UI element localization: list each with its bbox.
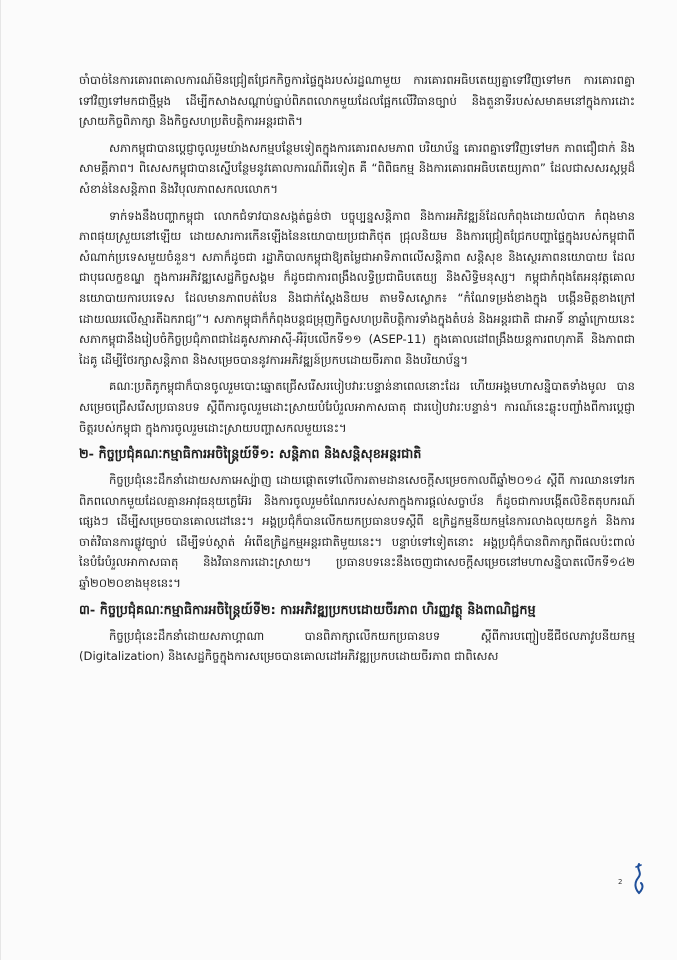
page-number: 2 (618, 878, 623, 886)
paragraph-4: គណៈប្រតិភូកម្ពុជាក៏បានចូលរួមបោះឆ្នោតជ្រើសរើសរបៀបវារៈបន្ទាន់នាពេលនោះដែរ ហើយអង្គមហាសន្និបាតទាំងមូល បានសម្រេចជ្រើសរើសប្រធានបទ ស្តីពីការចូលរួមដោះស្រាយបំរែបំរួលអាកាសធាតុ ជារបៀបវារៈបន្ទាន់។ ការណ៍នេះឆ្លុះបញ្ចាំងពីការប្តេជ្ញាចិត្តរបស់កម្ពុជា ក្នុងការចូលរួមដោះស្រាយបញ្ហាសកលមួយនេះ។ (79, 379, 635, 435)
paragraph-2: សភាកម្ពុជាបានប្តេជ្ញាចូលរួមយ៉ាងសកម្មបន្ថែមទៀតក្នុងការគោរពសមភាព បរិយាប័ន្ន គោរពគ្នាទៅវិញទៅមក ភាពជឿជាក់ និងសាមគ្គីភាព។ ពិសេសកម្ពុជាបានស្នើបន្ថែមនូវគោលការណ៍ពីរទៀត គឺ “ពិពិធកម្ម និងការគោរពអធិបតេយ្យភាព” ដែលជាសសរស្តម្ភដ៏សំខាន់នៃសន្តិភាព និងវិបុលភាពសកលលោក។ (79, 140, 635, 196)
handwritten-initial-icon (625, 862, 649, 896)
paragraph-1: ចាំបាច់នៃការគោរពគោលការណ៍មិនជ្រៀតជ្រែកកិច្ចការផ្ទៃក្នុងរបស់រដ្ឋណាមួយ ការគោរពអធិបតេយ្យគ្នាទៅវិញទៅមក ការគោរពគ្នាទៅវិញទៅមកជាថ្មីម្តង ដើម្បីកសាងសណ្តាប់ធ្នាប់ពិភពលោកមួយដែលផ្អែកលើវិធានច្បាប់ និងតួនាទីរបស់សមាគមនៅក្នុងការដោះស្រាយកិច្ចពិភាក្សា និងកិច្ចសហប្រតិបត្តិការអន្តរជាតិ។ (79, 73, 635, 129)
section-2-heading: ២- កិច្ចប្រជុំគណៈកម្មាធិការអចិន្ត្រៃយ៍ទី១: សន្តិភាព និងសន្តិសុខអន្តរជាតិ (79, 447, 422, 463)
section-3-heading: ៣- កិច្ចប្រជុំគណៈកម្មាធិការអចិន្ត្រៃយ៍ទី២: ការអភិវឌ្ឍប្រកបដោយចីរភាព ហិរញ្ញវត្ថុ និងពាណិជ្ជកម្ម (79, 602, 536, 618)
page-content (79, 70, 635, 880)
section-3-paragraph: កិច្ចប្រជុំនេះដឹកនាំដោយសភាហ្គាណា បានពិភាក្សាលើកយកប្រធានបទ ស្តីពីការបញ្ជៀបឌីជីថលភាវូបនីយកម្ម (Digitalization) និងសេដ្ឋកិច្ចក្នុងការសម្រេចបានគោលដៅអភិវឌ្ឍប្រកបដោយចីរភាព ជាពិសេស (79, 628, 635, 664)
paragraph-3: ទាក់ទងនឹងបញ្ហាកម្ពុជា លោកជំទាវបានសង្កត់ធ្ងន់ថា បច្ចុប្បន្នសន្តិភាព និងការអភិវឌ្ឍន៍ដែលកំពុងដោយលំបាក កំពុងមានភាពផុយស្រួយនៅឡើយ ដោយសារការកើនឡើងនៃនយោបាយប្រជាភិថុត ជ្រុលនិយម និងការជ្រៀតជ្រែកបញ្ហាផ្ទៃក្នុងរបស់កម្ពុជាពីសំណាក់ប្រទេសមួយចំនួន។ សភាក៏ដូចជា រដ្ឋាភិបាលកម្ពុជាឱ្យតម្លៃជាអាទិភាពលើសន្តិភាព សន្តិសុខ និងស្ថេរភាពនយោបាយ ដែលជាបុរេលក្ខខណ្ឌ ក្នុងការអភិវឌ្ឍសេដ្ឋកិច្ចសង្គម ក៏ដូចជាការពង្រឹងលទ្ធិប្រជាធិបតេយ្យ និងសិទ្ធិមនុស្ស។ កម្ពុជាកំពុងតែអនុវត្តគោលនយោបាយការបរទេស ដែលមានភាពបត់បែន និងជាក់ស្តែងនិយម តាមទិសស្លោក៖ “កំណែទម្រង់ខាងក្នុង បង្កើនមិត្តខាងក្រៅដោយឈរលើស្មារតីឯករាជ្យ”។ សភាកម្ពុជាក៏កំពុងបន្តជម្រុញកិច្ចសហប្រតិបត្តិការទាំងក្នុងតំបន់ និងអន្តរជាតិ ជាអាទិ៍ នាឆ្នាំក្រោយនេះ សភាកម្ពុជានឹងរៀបចំកិច្ចប្រជុំភាពជាដៃគូសភាអាស៊ី-អឺរ៉ុបលើកទី១១ (ASEP-11) ក្នុងគោលដៅពង្រឹងយន្តការពហុភាគី និងភាពជាដៃគូ ដើម្បីថែរក្សាសន្តិភាព និងសម្រេចបាននូវការអភិវឌ្ឍន៍ប្រកបដោយចីរភាព និងបរិយាប័ន្ន។ (79, 208, 635, 367)
section-2-paragraph: កិច្ចប្រជុំនេះដឹកនាំដោយសភាអេស្ប៉ាញ ដោយផ្តោតទៅលើការតាមដានសេចក្តីសម្រេចកាលពីឆ្នាំ២០១៤ ស្តីពី ការឈានទៅរកពិភពលោកមួយដែលគ្មានអាវុធនុយក្លេអ៊ែរ និងការចូលរួមចំណែករបស់សភាក្នុងការផ្តល់សច្ចាប័ន ក៏ដូចជាការបង្កើតលិខិតតុបករណ៍ផ្សេងៗ ដើម្បីសម្រេចបានគោលដៅនេះ។ អង្គប្រជុំក៏បានលើកយកប្រធានបទស្តីពី ឧក្រិដ្ឋកម្មនីយកម្មនៃការលាងលុយកខ្វក់ និងការចាត់វិធានការផ្លូវច្បាប់ ដើម្បីទប់ស្កាត់ អំពើឧក្រិដ្ឋកម្មអន្តរជាតិមួយនេះ។ បន្ទាប់ទៅទៀតនោះ អង្គប្រជុំក៏បានពិភាក្សាពីផលប៉ះពាល់នៃបំរែបំរួលអាកាសធាតុ និងវិធានការដោះស្រាយ។ ប្រធានបទនេះនឹងចេញជាសេចក្តីសម្រេចនៅមហាសន្និបាតលើកទី១៤២ ឆ្នាំ២០២០ខាងមុខនេះ។ (79, 473, 635, 591)
